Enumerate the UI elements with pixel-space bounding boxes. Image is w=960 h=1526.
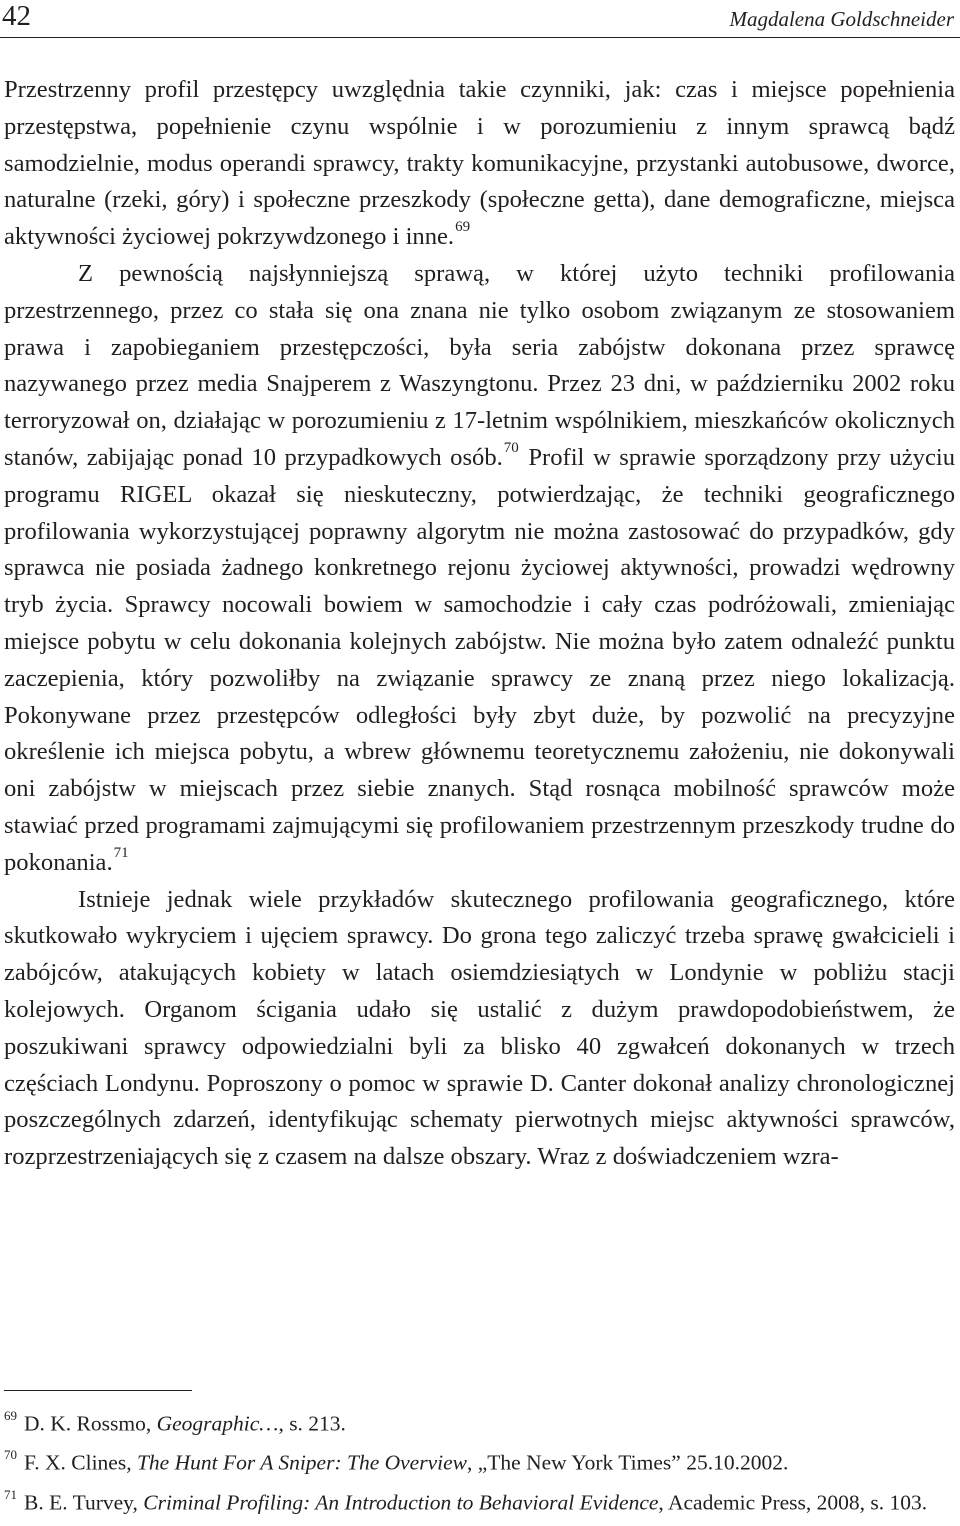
footnote-69 <box>4 1400 955 1439</box>
page-header <box>0 0 960 40</box>
footnote-number: 69 <box>4 1408 17 1423</box>
paragraph-1-text: Przestrzenny profil przestępcy uwzględnia takie czynniki, jak: czas i miejsce popełnienia przestępstwa, popełnienie czynu wspólnie i w porozumieniu z innym sprawcą bądź samodzielnie, modus operandi sprawcy, trakty komunikacyjne, przystanki autobusowe, dworce, naturalne (rzeki, góry) i społeczne przeszkody (społeczne getta), dane demograficzne, miejsca aktywności życiowej pokrzywdzonego i inne. <box>4 76 955 251</box>
footnote-text-end: , s. 213. <box>278 1411 346 1436</box>
footnote-71 <box>4 1479 955 1518</box>
footnote-title: Geographic… <box>156 1411 279 1436</box>
footnote-text-end: , Academic Press, 2008, s. 103. <box>658 1490 928 1515</box>
footnote-number: 70 <box>4 1447 17 1463</box>
footnote-title: The Hunt For A Sniper: The Overview <box>136 1450 467 1475</box>
paragraph-2-text-b: Profil w sprawie sporządzony przy użyciu programu RIGEL okazał się nieskuteczny, potwierdzając, że techniki geograficznego profilowania wykorzystującej poprawny algorytm nie można zastosować do przypadków, gdy sprawca nie posiada żadnego konkretnego rejonu życiowej aktywności, prowadzi wędrowny tryb życia. Sprawcy nocowali bowiem w samochodzie i cały czas podróżowali, zmieniając miejsce pobytu w celu dokonania kolejnych zabójstw. Nie można było zatem odnaleźć punktu zaczepienia, który pozwoliłby na związanie sprawcy ze znaną przez niego lokalizacją. Pokonywane przez przestępców odległości były zbyt duże, by pozwolić na precyzyjne określenie ich miejsca pobytu, a wbrew głównemu teoretycznemu założeniu, nie dokonywali oni zabójstw w miejscach przez siebie znanych. Stąd rosnąca mobilność sprawców może stawiać przed programami zajmującymi się profilowaniem przestrzennym przeszkody trudne do pokonania. <box>4 443 955 876</box>
running-head-author: Magdalena Goldschneider <box>729 7 954 31</box>
footnote-separator <box>4 1390 192 1391</box>
paragraph-2-text-a: Z pewnością najsłynniejszą sprawą, w której użyto techniki profilowania przestrzennego, przez co stała się ona znana nie tylko osobom związanym ze stosowaniem prawa i zapobieganiem przestępczości, była seria zabójstw dokonana przez sprawcę nazywanego przez media Snajperem z Waszyngtonu. Przez 23 dni, w październiku 2002 roku terroryzował on, działając w porozumieniu z 17-letnim wspólnikiem, mieszkańców okolicznych stanów, zabijając ponad 10 przypadkowych osób. <box>4 259 955 471</box>
footnote-title: Criminal Profiling: An Introduction to Behavioral Evidence <box>143 1490 659 1515</box>
footnote-number: 71 <box>4 1486 17 1502</box>
footnote-ref-70[interactable]: 70 <box>503 440 519 457</box>
paragraph-1 <box>4 72 955 256</box>
page-number: 42 <box>2 0 31 32</box>
footnote-70 <box>4 1439 955 1478</box>
footnote-text-end: , „The New York Times” 25.10.2002. <box>467 1450 789 1475</box>
paragraph-2 <box>4 256 955 882</box>
body-text <box>4 72 955 1176</box>
footnote-ref-69[interactable]: 69 <box>455 219 471 236</box>
footnote-text: D. K. Rossmo, <box>24 1411 157 1436</box>
header-rule <box>0 37 960 38</box>
paragraph-3-text: Istnieje jednak wiele przykładów skutecznego profilowania geograficznego, które skutkowało wykryciem i ujęciem sprawcy. Do grona tego zaliczyć trzeba sprawę gwałcicieli i zabójców, atakujących kobiety w latach osiemdziesiątych w Londynie w pobliżu stacji kolejowych. Organom ścigania udało się ustalić z dużym prawdopodobieństwem, że poszukiwani sprawcy odpowiedzialni byli za blisko 40 zgwałceń dokonanych w trzech częściach Londynu. Poproszony o pomoc w sprawie D. Canter dokonał analizy chronologicznej poszczególnych zdarzeń, identyfikując schematy pierwotnych miejsc aktywności sprawców, rozprzestrzeniających się z czasem na dalsze obszary. Wraz z doświadczeniem wzra- <box>4 885 955 1171</box>
footnote-text: B. E. Turvey, <box>24 1490 144 1515</box>
paragraph-3 <box>4 882 955 1176</box>
footnote-text: F. X. Clines, <box>24 1450 137 1475</box>
footnote-ref-71[interactable]: 71 <box>113 844 129 861</box>
footnotes <box>4 1400 955 1518</box>
